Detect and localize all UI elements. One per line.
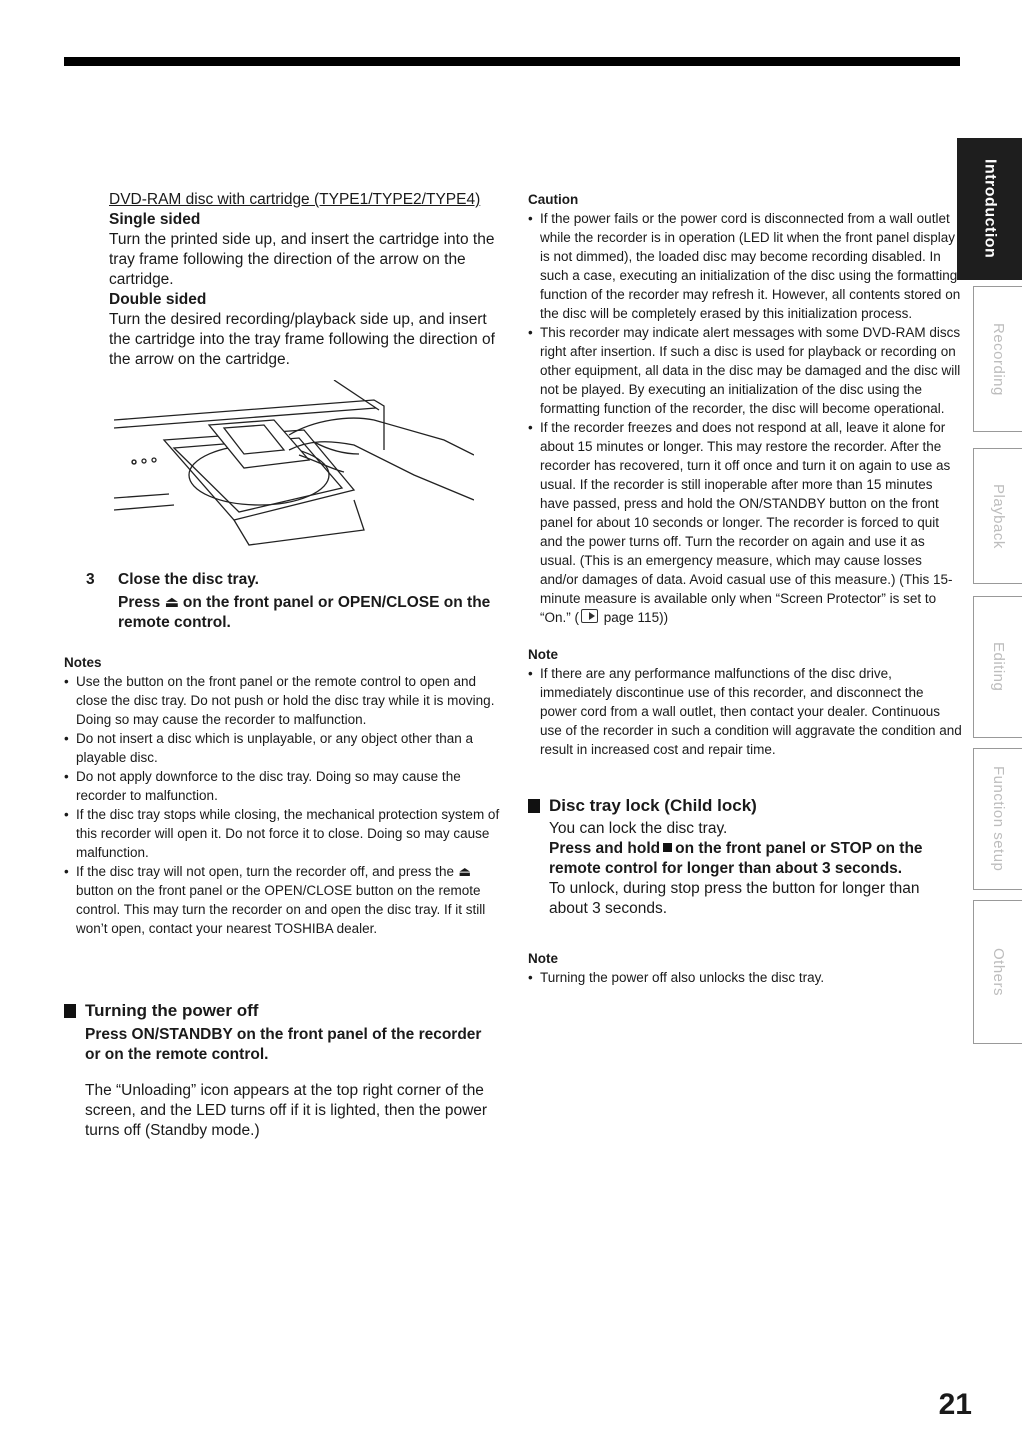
tab-label: Introduction — [981, 159, 999, 259]
list-item: • Use the button on the front panel or the remote control to open and close the disc tray. Do not push or hold the disc tray while it is moving. Doing so may cause the recorder to malfunction. — [64, 672, 500, 729]
note2-list — [528, 968, 962, 987]
child-lock-heading — [528, 795, 962, 817]
list-item: • If the power fails or the power cord is disconnected from a wall outlet while the recorder is in operation (LED lit when the front panel display is not dimmed), the loaded disc may become recording disabled. In such a case, executing an initialization of the disc using the formatting function of the recorder may refresh it. However, all contents stored on the disc will be completely erased by this initialization process. — [528, 209, 962, 323]
list-item: • Do not apply downforce to the disc tray. Doing so may cause the recorder to malfunction. — [64, 767, 500, 805]
child-lock-heading-text: Disc tray lock (Child lock) — [549, 796, 757, 815]
note-last-a: If the disc tray will not open, turn the recorder off, and press the — [76, 864, 454, 879]
top-rule — [64, 57, 960, 66]
tab-recording[interactable] — [973, 286, 1022, 432]
step-content — [106, 570, 500, 633]
power-off-heading-text: Turning the power off — [85, 1001, 259, 1020]
step-instruction — [118, 593, 500, 633]
notes-title: Notes — [64, 655, 102, 670]
eject-icon: ⏏ — [164, 594, 180, 611]
lock-section — [528, 819, 962, 919]
list-item — [528, 418, 962, 627]
tab-label: Editing — [990, 642, 1007, 692]
tab-editing[interactable] — [973, 596, 1022, 738]
list-item: • If the disc tray stops while closing, the mechanical protection system of this recorder will open it. Do not force it to close. Doing so may cause malfunction. — [64, 805, 500, 862]
power-text: The “Unloading” icon appears at the top right corner of the screen, and the LED turns off if it is lighted, then the power turns off (Standby mode.) — [85, 1082, 488, 1139]
tab-label: Function setup — [990, 766, 1007, 872]
page-number: 21 — [938, 1388, 972, 1421]
eject-icon: ⏏ — [458, 864, 472, 879]
step-instruction-b: on the front panel or OPEN/CLOSE on the remote control. — [118, 594, 491, 631]
lock-instruction — [549, 839, 962, 879]
page-reference-icon — [581, 609, 598, 623]
list-item: • Do not insert a disc which is unplayable, or any object other than a playable disc. — [64, 729, 500, 767]
note1-list — [528, 664, 962, 759]
stop-icon — [663, 843, 672, 852]
list-item: • This recorder may indicate alert messages with some DVD-RAM discs right after insertion. If such a disc is used for playback or recording on other equipment, all data in the disc may be damaged and the disc will not be played. By executing an initialization of the disc using the formatting function of the recorder, the disc will become operational. — [528, 323, 962, 418]
cartridge-insertion-illustration — [114, 380, 474, 555]
tab-introduction[interactable] — [957, 138, 1022, 280]
list-item: • Turning the power off also unlocks the disc tray. — [528, 968, 962, 987]
tab-label: Playback — [990, 483, 1007, 549]
caution-title: Caution — [528, 192, 579, 207]
tab-label: Others — [990, 947, 1007, 996]
tab-playback[interactable] — [973, 448, 1022, 584]
cartridge-heading: DVD-RAM disc with cartridge (TYPE1/TYPE2/TYPE4) — [109, 191, 481, 208]
caution-list — [528, 209, 962, 627]
tab-others[interactable] — [973, 900, 1022, 1044]
note1-title: Note — [528, 647, 558, 662]
power-off-heading — [64, 1000, 500, 1022]
section-marker-icon — [528, 799, 540, 813]
notes-list — [64, 672, 500, 938]
caution-last-b: page 115)) — [603, 610, 669, 625]
step-3 — [64, 570, 500, 633]
cartridge-section — [64, 190, 500, 370]
step-title: Close the disc tray. — [118, 571, 259, 588]
list-item — [64, 862, 500, 938]
lock-instruction-a: Press and hold — [549, 840, 661, 857]
caution-last-a: If the recorder freezes and does not respond at all, leave it alone for about 15 minutes or longer. This may restore the recorder. After the recorder has recovered, turn it off once and turn it on again to use as usual. If the recorder is still inoperable after more than 15 minutes have passed, press and hold the ON/STANDBY button on the front panel for about 10 seconds or longer. The recorder is forced to quit and the power turns off. Turn the recorder on again and use it as usual. (This is an emergency measure, which may cause losses and/or damages of data. Avoid casual use of this measure.) (This 15-minute measure is available only when “Screen Protector” is set to “On.” ( — [540, 420, 953, 625]
single-sided-title: Single sided — [109, 211, 201, 228]
list-item: • If there are any performance malfunctions of the disc drive, immediately discontinue use of this recorder, and disconnect the power cord from a wall outlet, then contact your dealer. Continuous use of the recorder in such a condition will aggravate the condition and result in increased cost and repair time. — [528, 664, 962, 759]
section-marker-icon — [64, 1004, 76, 1018]
double-sided-text: Turn the desired recording/playback side up, and insert the cartridge into the tray frame following the direction of the arrow on the cartridge. — [109, 311, 495, 368]
note2-title: Note — [528, 951, 558, 966]
tab-label: Recording — [990, 322, 1007, 396]
lock-text: You can lock the disc tray. — [549, 820, 728, 837]
double-sided-title: Double sided — [109, 291, 207, 308]
left-column — [64, 190, 500, 1141]
unlock-text: To unlock, during stop press the button for longer than about 3 seconds. — [549, 880, 920, 917]
tab-function-setup[interactable] — [973, 748, 1022, 890]
note-last-b: button on the front panel or the OPEN/CLOSE button on the remote control. This may turn the recorder on and open the disc tray. If it still won’t open, contact your nearest TOSHIBA dealer. — [76, 883, 486, 936]
right-column — [528, 190, 962, 987]
power-instruction: Press ON/STANDBY on the front panel of the recorder or on the remote control. — [85, 1026, 482, 1063]
step-number: 3 — [86, 571, 95, 588]
single-sided-text: Turn the printed side up, and insert the cartridge into the tray frame following the direction of the arrow on the cartridge. — [109, 231, 495, 288]
lock-instruction-b: on the front panel or STOP on the remote control for longer than about 3 seconds. — [549, 840, 923, 877]
step-instruction-a: Press — [118, 594, 161, 611]
